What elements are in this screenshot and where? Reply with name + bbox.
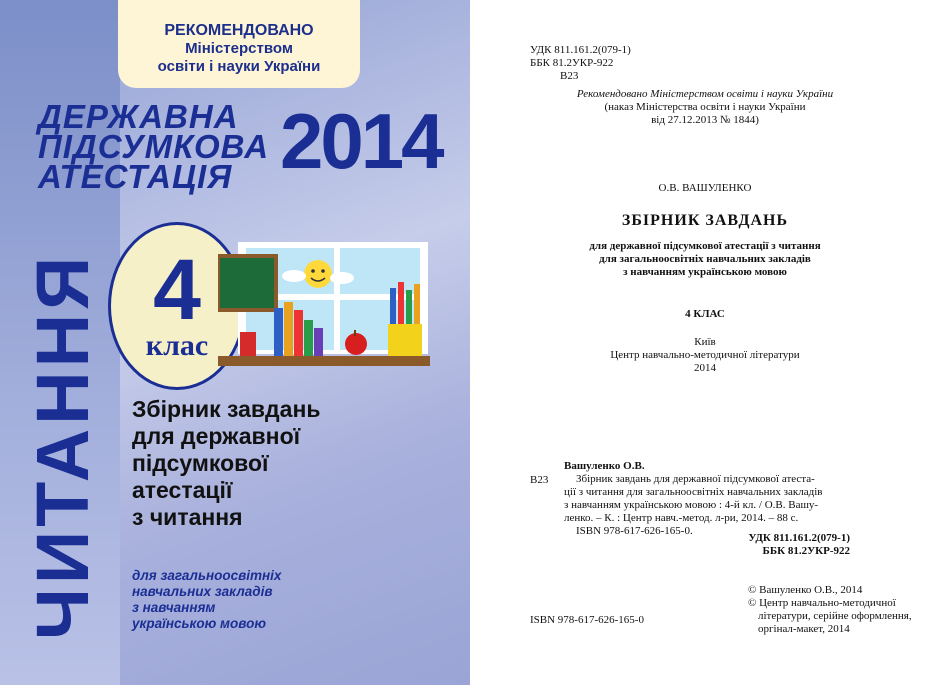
cover-title-line: атестації bbox=[132, 477, 233, 503]
author-code: В23 bbox=[560, 70, 579, 82]
cover-subtitle-line: з навчанням bbox=[132, 600, 216, 615]
copyright-block bbox=[748, 584, 928, 636]
catalog-line: з навчанням українською мовою : 4-й кл. / О.В. Вашу- bbox=[564, 499, 819, 511]
udk-code: УДК 811.161.2(079-1) bbox=[530, 44, 631, 56]
pencil bbox=[294, 310, 303, 356]
apple-icon bbox=[345, 333, 367, 355]
catalog-record bbox=[564, 460, 884, 538]
cover-year: 2014 bbox=[280, 97, 442, 185]
publication-year: 2014 bbox=[694, 362, 716, 374]
catalog-line: ISBN 978-617-626-165-0. bbox=[576, 525, 693, 537]
catalog-line: ції з читання для загальноосвітніх навчальних закладів bbox=[564, 486, 823, 498]
recommended-by-line: освіти і науки України bbox=[157, 58, 321, 75]
pencil bbox=[274, 308, 283, 356]
copyright-line: оргінал-макет, 2014 bbox=[758, 623, 850, 635]
catalog-udk: УДК 811.161.2(079-1) bbox=[748, 532, 850, 544]
cover-title-line: Збірник завдань bbox=[132, 396, 321, 422]
subject-vertical-title: ЧИТАННЯ bbox=[21, 252, 104, 640]
series-title-line: ПІДСУМКОВА bbox=[38, 128, 270, 165]
copyright-line: літератури, серійне оформлення, bbox=[758, 610, 912, 622]
grade-number: 4 bbox=[153, 242, 201, 338]
cover-subtitle-line: українською мовою bbox=[132, 616, 267, 631]
catalog-classification bbox=[748, 532, 850, 558]
imprint-block bbox=[510, 336, 900, 375]
city: Київ bbox=[694, 336, 716, 348]
isbn: ISBN 978-617-626-165-0 bbox=[530, 614, 644, 626]
cover-title bbox=[132, 396, 320, 531]
recommendation-block bbox=[510, 88, 900, 127]
order-line: від 27.12.2013 № 1844) bbox=[651, 114, 759, 126]
cover-subtitle-line: навчальних закладів bbox=[132, 584, 273, 599]
copyright-line: © Вашуленко О.В., 2014 bbox=[748, 584, 863, 596]
catalog-bbk: ББК 81.2УКР-922 bbox=[762, 545, 850, 557]
publisher: Центр навчально-методичної літератури bbox=[610, 349, 800, 361]
series-title-line: ДЕРЖАВНА bbox=[38, 98, 239, 135]
recommended-by-line: Міністерством bbox=[185, 40, 293, 57]
copyright-line: © Центр навчально-методичної bbox=[748, 597, 896, 609]
grade-label: 4 КЛАС bbox=[685, 308, 725, 320]
recommendation-text: Рекомендовано Міністерством освіти і науки України bbox=[576, 88, 834, 100]
cover-subtitle bbox=[132, 568, 281, 632]
catalog-code: В23 bbox=[530, 474, 549, 486]
recommended-box bbox=[118, 0, 360, 88]
cover-title-line: з читання bbox=[132, 504, 243, 530]
book-subtitle-line: для загальноосвітніх навчальних закладів bbox=[599, 253, 811, 265]
book-subtitle-line: з навчанням українською мовою bbox=[623, 266, 787, 278]
classroom-illustration bbox=[218, 238, 430, 368]
book-title: ЗБІРНИК ЗАВДАНЬ bbox=[621, 212, 789, 229]
order-line: (наказ Міністерства освіти і науки України bbox=[604, 101, 806, 113]
series-title bbox=[38, 98, 270, 195]
window-pane bbox=[340, 248, 420, 294]
cover-subtitle-line: для загальноосвітніх bbox=[132, 568, 282, 583]
book-subtitle bbox=[510, 240, 900, 279]
pencil-cup bbox=[388, 324, 422, 356]
pencil bbox=[304, 320, 313, 356]
shelf bbox=[218, 356, 430, 366]
catalog-author: Вашуленко О.В. bbox=[564, 460, 645, 472]
catalog-line: Збірник завдань для державної підсумкової атеста- bbox=[576, 473, 815, 485]
series-title-line: АТЕСТАЦІЯ bbox=[38, 158, 233, 195]
chalkboard bbox=[218, 256, 276, 310]
title-page bbox=[470, 0, 940, 685]
udk-block bbox=[530, 44, 631, 83]
author-name: О.В. ВАШУЛЕНКО bbox=[658, 182, 752, 194]
recommended-label: РЕКОМЕНДОВАНО bbox=[164, 22, 314, 39]
pencil bbox=[314, 328, 323, 356]
book-subtitle-line: для державної підсумкової атестації з читання bbox=[589, 240, 821, 252]
pencil bbox=[284, 302, 293, 356]
grade-word: клас bbox=[145, 329, 209, 362]
bbk-code: ББК 81.2УКР-922 bbox=[530, 57, 614, 69]
ink-bottle bbox=[240, 332, 256, 356]
sun-icon bbox=[304, 260, 332, 288]
catalog-line: ленко. – К. : Центр навч.-метод. л-ри, 2014. – 88 с. bbox=[564, 512, 799, 524]
cover-title-line: підсумкової bbox=[132, 450, 269, 476]
cover-title-line: для державної bbox=[132, 423, 301, 449]
